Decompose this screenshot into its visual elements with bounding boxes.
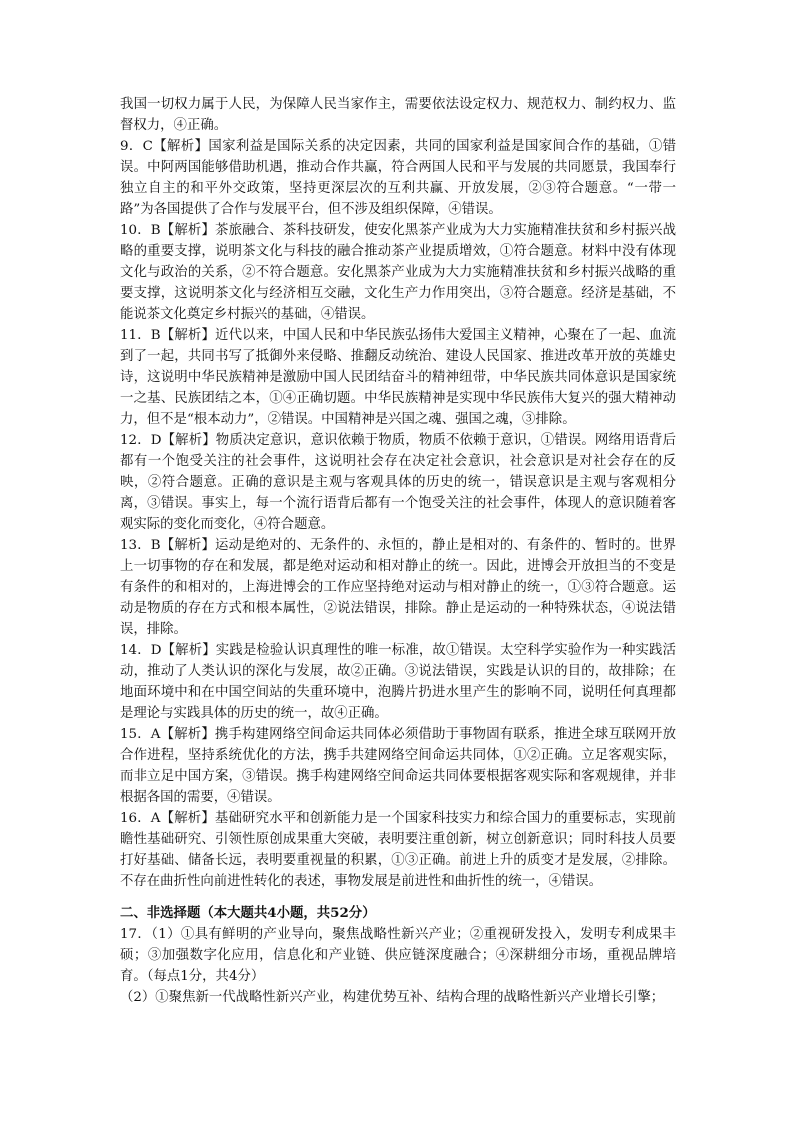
answer-q14: 14．D【解析】实践是检验认识真理性的唯一标准，故①错误。太空科学实验作为一种实践活动，推动了人类认识的深化与发展，故②正确。③说法错误，实践是认识的目的，故排除；在地面环境中和在中国空间站的失重环境中，泡腾片扔进水里产生的影响不同，说明任何真理都是理论与实践具体的历史的统一，故④正确。 bbox=[120, 643, 676, 721]
answer-q11: 11．B【解析】近代以来，中国人民和中华民族弘扬伟大爱国主义精神，心聚在了一起、血流到了一起，共同书写了抵御外来侵略、推翻反动统治、建设人民国家、推进改革开放的英雄史诗，这说明中华民族精神是激励中国人民团结奋斗的精神纽带，中华民族共同体意识是国家统一之基、民族团结之本，①④正确切题。中华民族精神是实现中华民族伟大复兴的强大精神动力，但不是“根本动力”，②错误。中国精神是兴国之魂、强国之魂，③排除。 bbox=[120, 328, 676, 427]
answer-q16: 16．A【解析】基础研究水平和创新能力是一个国家科技实力和综合国力的重要标志，实现前瞻性基础研究、引领性原创成果重大突破，表明要注重创新，树立创新意识；同时科技人员要打好基础、储备长远，表明要重视量的积累，①③正确。前进上升的质变才是发展，②排除。不存在曲折性向前进性转化的表述，事物发展是前进性和曲折性的统一，④错误。 bbox=[120, 811, 676, 889]
answer-q12: 12．D【解析】物质决定意识，意识依赖于物质，物质不依赖于意识，①错误。网络用语背后都有一个饱受关注的社会事件，这说明社会存在决定社会意识，社会意识是对社会存在的反映，②符合题意。正确的意识是主观与客观具体的历史的统一，错误意识是主观与客观相分离，③错误。事实上，每一个流行语背后都有一个饱受关注的社会事件，体现人的意识随着客观实际的变化而变化，④符合题意。 bbox=[120, 433, 676, 532]
answer-q15: 15．A【解析】携手构建网络空间命运共同体必须借助于事物固有联系，推进全球互联网开放合作进程，坚持系统优化的方法，携手共建网络空间命运共同体，①②正确。立足客观实际，而非立足中国方案，③错误。携手构建网络空间命运共同体要根据客观实际和客观规律，并非根据各国的需要，④错误。 bbox=[120, 727, 676, 805]
section-gap bbox=[120, 892, 676, 903]
paragraph-continuation: 我国一切权力属于人民，为保障人民当家作主，需要依法设定权力、规范权力、制约权力、监督权力，④正确。 bbox=[120, 97, 676, 133]
answer-q17-part1: 17．（1）①具有鲜明的产业导向，聚焦战略性新兴产业；②重视研发投入，发明专利成果丰硕；③加强数字化应用，信息化和产业链、供应链深度融合；④深耕细分市场，重视品牌培育。（每点1分，共4分） bbox=[120, 927, 676, 984]
answer-q13: 13．B【解析】运动是绝对的、无条件的、永恒的，静止是相对的、有条件的、暂时的。世界上一切事物的存在和发展，都是绝对运动和相对静止的统一。因此，进博会开放担当的不变是有条件的和相对的，上海进博会的工作应坚持绝对运动与相对静止的统一，①③符合题意。运动是物质的存在方式和根本属性，②说法错误，排除。静止是运动的一种特殊状态，④说法错误，排除。 bbox=[120, 538, 676, 637]
answer-q10: 10．B【解析】茶旅融合、茶科技研发，使安化黑茶产业成为大力实施精准扶贫和乡村振兴战略的重要支撑，说明茶文化与科技的融合推动茶产业提质增效，①符合题意。材料中没有体现文化与政治的关系，②不符合题意。安化黑茶产业成为大力实施精准扶贫和乡村振兴战略的重要支撑，这说明茶文化与经济相互交融，文化生产力作用突出，③符合题意。经济是基础，不能说茶文化奠定乡村振兴的基础，④错误。 bbox=[120, 223, 676, 322]
answer-q17-part2: （2）①聚焦新一代战略性新兴产业，构建优势互补、结构合理的战略性新兴产业增长引擎； bbox=[120, 990, 665, 1005]
answer-page bbox=[120, 94, 676, 1008]
answer-q9: 9．C【解析】国家利益是国际关系的决定因素，共同的国家利益是国家间合作的基础，①错误。中阿两国能够借助机遇，推动合作共赢，符合两国人民和平与发展的共同愿景，我国奉行独立自主的和平外交政策，坚持更深层次的互利共赢、开放发展，②③符合题意。“一带一路”为各国提供了合作与发展平台，但不涉及组织保障，④错误。 bbox=[120, 139, 676, 217]
section-heading: 二、非选择题（本大题共4小题，共52分） bbox=[120, 905, 376, 921]
